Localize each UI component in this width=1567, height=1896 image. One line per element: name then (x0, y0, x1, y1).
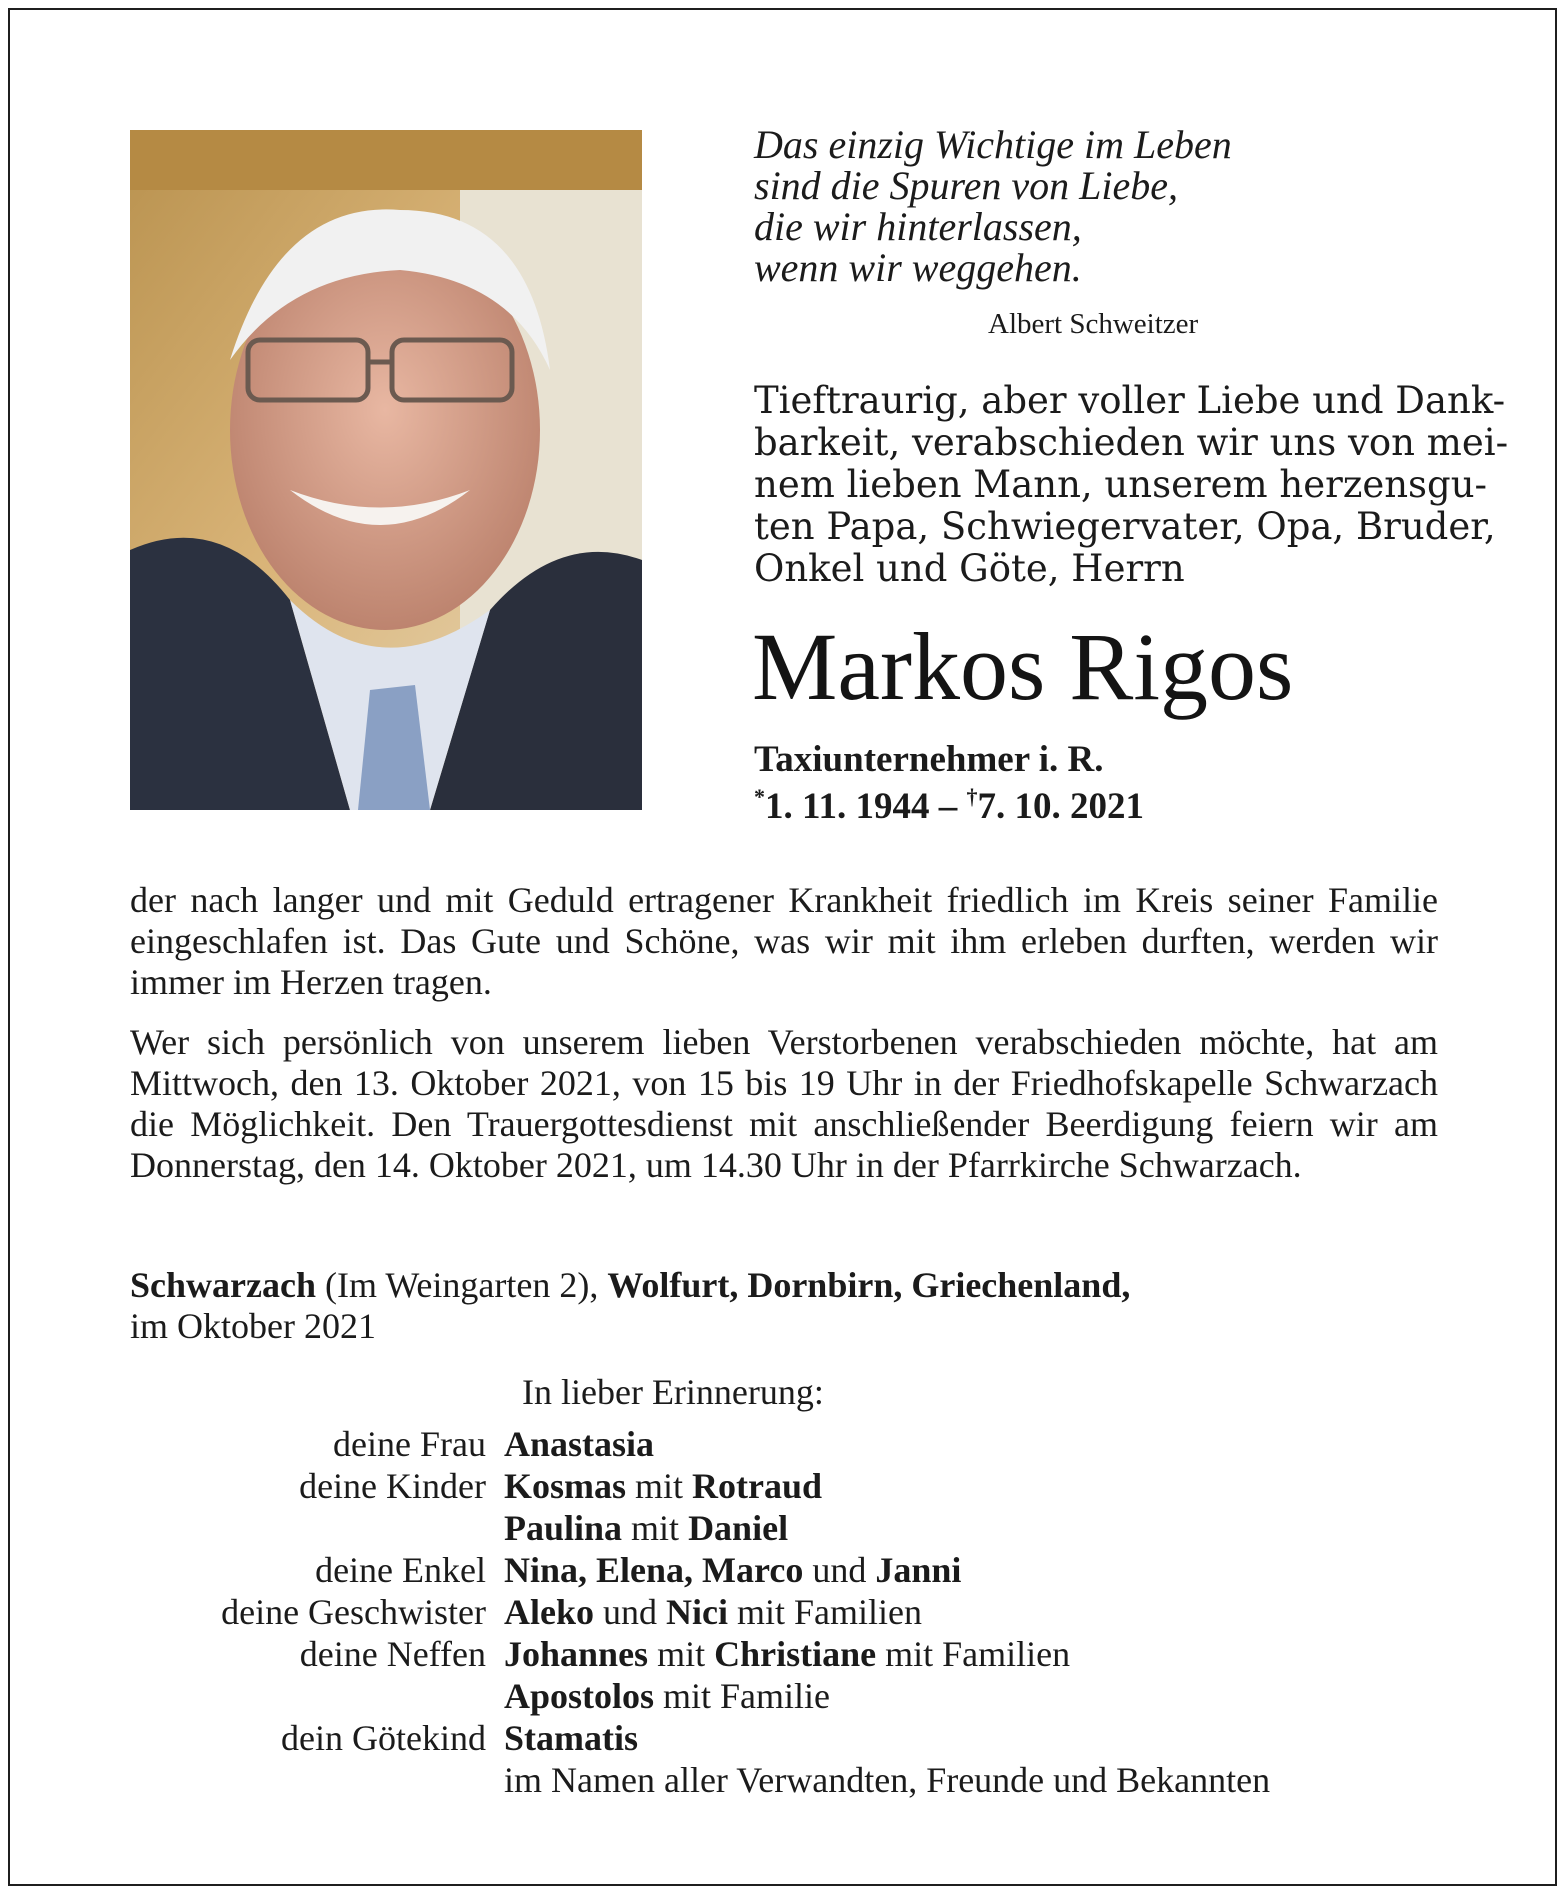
family-name: Apostolos (504, 1676, 655, 1716)
family-name: Kosmas (504, 1466, 627, 1506)
death-date: 7. 10. 2021 (977, 786, 1144, 827)
quote-line: sind die Spuren von Liebe, (754, 163, 1179, 208)
family-row (130, 1759, 1450, 1801)
family-row (130, 1423, 1450, 1465)
portrait-photo (130, 130, 642, 810)
place-date: im Oktober 2021 (130, 1306, 376, 1346)
family-name: Nici (666, 1592, 728, 1632)
quote-line: wenn wir weggehen. (754, 245, 1082, 290)
connector: mit Familien (727, 1592, 922, 1632)
birth-mark: * (754, 784, 765, 809)
connector: mit (626, 1466, 693, 1506)
place-line (130, 1265, 1450, 1347)
connector: mit (622, 1508, 689, 1548)
connector: mit Familie (654, 1676, 831, 1716)
family-name: Anastasia (504, 1424, 655, 1464)
family-name: Johannes (504, 1634, 649, 1674)
relation-label: deine Geschwister (221, 1592, 486, 1632)
family-name: Stamatis (504, 1718, 638, 1758)
place-town: Schwarzach (130, 1265, 316, 1305)
family-name: Janni (875, 1550, 962, 1590)
relation-label: dein Götekind (281, 1718, 486, 1758)
body-paragraph-2: Wer sich persönlich von unserem lieben Verstorbenen verabschieden möchte, hat am Mittwoch, den 13. Oktober 2021, von 15 bis 19 Uhr in der Friedhofskapelle Schwarzach die Möglichkeit. Den Trauergottesdienst mit anschließender Beerdigung feiern wir am Donnerstag, den 14. Oktober 2021, um 14.30 Uhr in der Pfarrkirche Schwarzach. (130, 1022, 1438, 1185)
family-name: Christiane (714, 1634, 877, 1674)
closing-line: im Namen aller Verwandten, Freunde und Bekannten (504, 1760, 1271, 1800)
family-row (130, 1507, 1450, 1549)
death-mark: † (966, 784, 978, 809)
intro-line: Onkel und Göte, Herrn (754, 547, 1185, 590)
family-list (130, 1423, 1450, 1801)
memory-heading: In lieber Erinnerung: (522, 1372, 824, 1412)
deceased-profession: Taxiunternehmer i. R. (754, 739, 1104, 780)
intro-line: nem lieben Mann, unserem herzensgu- (754, 463, 1488, 506)
family-row (130, 1591, 1450, 1633)
birth-date: 1. 11. 1944 (765, 786, 930, 827)
intro-line: ten Papa, Schwiegervater, Opa, Bruder, (754, 505, 1496, 548)
family-row (130, 1675, 1450, 1717)
family-row (130, 1549, 1450, 1591)
connector: mit (648, 1634, 715, 1674)
family-row (130, 1465, 1450, 1507)
relation-label: deine Enkel (315, 1550, 486, 1590)
relation-label: deine Frau (333, 1424, 486, 1464)
family-name: Daniel (688, 1508, 789, 1548)
intro-line: Tieftraurig, aber voller Liebe und Dank- (754, 379, 1506, 422)
connector: und (594, 1592, 666, 1632)
intro-line: barkeit, verabschieden wir uns von mei- (754, 421, 1509, 464)
quote-line: die wir hinterlassen, (754, 204, 1082, 249)
family-name: Aleko (504, 1592, 594, 1632)
life-dates (754, 784, 1144, 828)
date-dash: – (929, 786, 967, 827)
connector: und (803, 1550, 876, 1590)
family-row (130, 1633, 1450, 1675)
body-paragraph-1: der nach langer und mit Geduld ertragener Krankheit friedlich im Kreis seiner Familie eingeschlafen ist. Das Gute und Schöne, was wir mit ihm erleben durften, werden wir immer im Herzen tragen. (130, 880, 1438, 1002)
quote-author: Albert Schweitzer (988, 308, 1199, 340)
deceased-name: Markos Rigos (752, 613, 1294, 720)
quote (754, 124, 1314, 288)
place-others: Wolfurt, Dornbirn, Griechenland, (607, 1265, 1131, 1305)
quote-line: Das einzig Wichtige im Leben (754, 122, 1232, 167)
intro-text (754, 379, 1509, 590)
connector: mit Familien (876, 1634, 1071, 1674)
relation-label: deine Kinder (299, 1466, 486, 1506)
relation-label: deine Neffen (299, 1634, 486, 1674)
family-name: Nina, Elena, Marco (504, 1550, 804, 1590)
family-name: Paulina (504, 1508, 623, 1548)
family-row (130, 1717, 1450, 1759)
place-address: (Im Weingarten 2), (315, 1265, 608, 1305)
family-name: Rotraud (692, 1466, 823, 1506)
